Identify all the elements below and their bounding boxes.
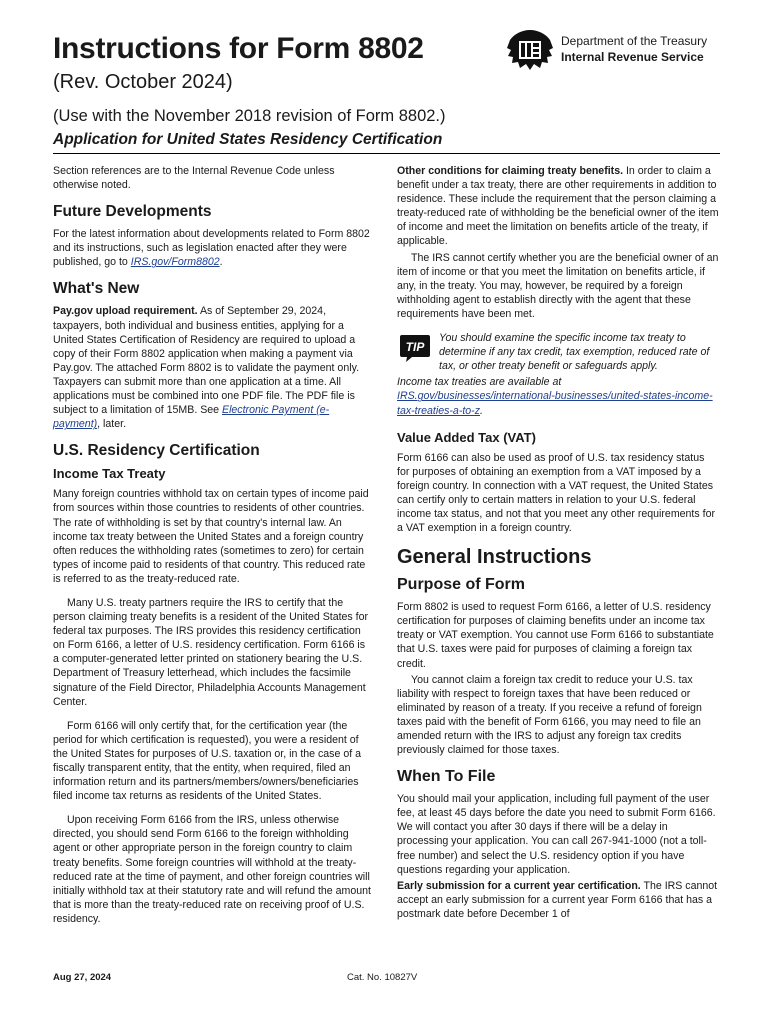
header-rule: [53, 153, 720, 154]
treaty-paragraph-2: Many U.S. treaty partners require the IRS to certify that the person claiming treaty benefits is a resident of the United States for federal tax purposes. The IRS provides this residency certification on Form 6166, a letter of U.S. residency certification. Form 6166 is a computer-generated letter printed on stationery bearing the U.S. Department of Treasury letterhead, which includes the facsimile signature of the Field Director, Philadelphia Accounts Management Center.: [53, 596, 369, 708]
future-developments-text: For the latest information about developments related to Form 8802 and its instructions, such as legislation enacted after they were published, go to IRS.gov/Form8802.: [53, 228, 370, 269]
general-instructions-heading: General Instructions: [397, 546, 592, 569]
treaty-paragraph-4: Upon receiving Form 6166 from the IRS, unless otherwise directed, you should send Form 6166 to the foreign withholding agent or other appropriate person in the foreign country to claim treaty benefits. Some foreign countries will withhold at the treaty-reduced rate at the time of payment, and other foreign countries will initially withhold tax at their statutory rate and will refund the amount that is more than the treaty-reduced rate on receiving proof of U.S. residency.: [53, 814, 371, 925]
tip-continuation: Income tax treaties are available at IRS.gov/businesses/international-businesses/united-states-income-tax-treaties-a-to-z.: [397, 376, 713, 417]
form-subtitle: Application for United States Residency Certification: [53, 131, 443, 148]
treaty-paragraph-3: Form 6166 will only certify that, for the certification year (the period for which certification is requested), you were a resident of the United States for purposes of U.S. taxation or, in the case of a fiscally transparent entity, that the entity, when required, filed an information return and its partners/members/owners/beneficiaries filed income tax returns as residents of the United States.: [53, 719, 361, 803]
income-tax-treaty-heading: Income Tax Treaty: [53, 466, 166, 482]
vat-text: Form 6166 can also be used as proof of U.S. tax residency status for purposes of obtaining an exemption from a VAT imposed by a foreign country. In connection with a VAT request, the United States can certify only to certain matters in relation to your U.S. federal income tax status, and not that you meet any other requirements for a VAT exemption in a foreign country.: [397, 451, 715, 535]
tip-icon: [398, 333, 432, 363]
early-submission-paragraph: Early submission for a current year certification. The IRS cannot accept an early submission for a current year Form 6166 that has a postmark date before December 1 of: [397, 879, 718, 920]
footer-date: Aug 27, 2024: [53, 972, 112, 983]
irs-eagle-logo-icon: [504, 26, 556, 72]
agency-irs: Internal Revenue Service: [561, 50, 704, 64]
right-column: [397, 164, 719, 931]
electronic-payment-link[interactable]: Electronic Payment (e-payment): [53, 404, 330, 431]
revision-date: (Rev. October 2024): [53, 71, 233, 93]
purpose-of-form-heading: Purpose of Form: [397, 576, 526, 594]
future-developments-heading: Future Developments: [53, 203, 212, 221]
treaty-paragraph-1: Many foreign countries withhold tax on certain types of income paid from sources within those countries to residents of other countries. The rate of withholding is set by that country's internal law. An income tax treaty between the United States and a foreign country often reduces the withholding rates (sometimes to zero) for certain types of income paid to residents of that country. This reduced rate is referred to as the treaty-reduced rate.: [53, 488, 369, 585]
tip-text: You should examine the specific income tax treaty to determine if any tax credit, tax exemption, reduced rate of tax, or other treaty benefit or safeguards apply.: [439, 332, 710, 373]
purpose-paragraph-1: Form 8802 is used to request Form 6166, a letter of U.S. residency certification for purposes of claiming benefits under an income tax treaty or VAT exemption. You cannot use Form 6166 to substantiate that U.S. taxes were paid for purposes of claiming a foreign tax credit.: [397, 601, 714, 670]
footer-cat-no: Cat. No. 10827V: [347, 972, 418, 983]
agency-block: [561, 33, 707, 65]
paygov-paragraph: Pay.gov upload requirement. As of September 29, 2024, taxpayers, both individual and business entities, applying for a United States Certification of Residency are required to upload a copy of their Form 8802 application when making a payment via Pay.gov. The attached Form 8802 is to validate the payment only. Taxpayers can submit more than one application at a time. All applications must be combined into one PDF file. The PDF file is subject to a limitation of 15MB. See Electronic Payment (e-payment), later.: [53, 305, 360, 431]
when-to-file-heading: When To File: [397, 768, 496, 786]
use-with-note: (Use with the November 2018 revision of Form 8802.): [53, 107, 446, 125]
treaties-link[interactable]: IRS.gov/businesses/international-businesses/united-states-income-tax-treaties-a-to-z: [397, 390, 713, 417]
when-to-file-text: You should mail your application, including full payment of the user fee, at least 45 days before the date you need to submit Form 6166. We will contact you after 30 days if there will be a delay in processing your application. You can call 267-941-1000 (not a toll-free number) and select the U.S. residency option if you have questions regarding your application.: [397, 793, 716, 876]
form8802-link[interactable]: IRS.gov/Form8802: [130, 256, 220, 269]
other-conditions-paragraph: Other conditions for claiming treaty benefits. In order to claim a benefit under a tax treaty, there are other requirements in addition to residence. These include the requirement that the person claiming a treaty-reduced rate of withholding be the beneficial owner of the item of income and meet the limitation on benefits article of the treaty, if applicable.: [397, 165, 719, 248]
page-title: Instructions for Form 8802: [53, 32, 424, 65]
us-residency-heading: U.S. Residency Certification: [53, 442, 260, 460]
agency-department: Department of the Treasury: [561, 34, 708, 48]
vat-heading: Value Added Tax (VAT): [397, 429, 536, 445]
intro-text: Section references are to the Internal Revenue Code unless otherwise noted.: [53, 165, 335, 192]
tip-label: TIP: [405, 340, 425, 355]
whats-new-heading: What's New: [53, 280, 140, 298]
cannot-certify-paragraph: The IRS cannot certify whether you are the beneficial owner of an item of income or that you meet the limitation on benefits article, if any, in the treaty. You may, however, be required by a foreign withholding agent to establish directly with the agent that these requirements have been met.: [397, 251, 719, 320]
purpose-paragraph-2: You cannot claim a foreign tax credit to reduce your U.S. tax liability with respect to foreign taxes that have been reduced or eliminated by reason of a treaty. If you receive a refund of foreign taxes paid with the benefit of Form 6166, you may need to file an amended return with the IRS to adjust any foreign tax credits previously claimed for those taxes.: [397, 673, 702, 757]
left-column: [53, 164, 371, 936]
tip-box: [397, 331, 719, 373]
